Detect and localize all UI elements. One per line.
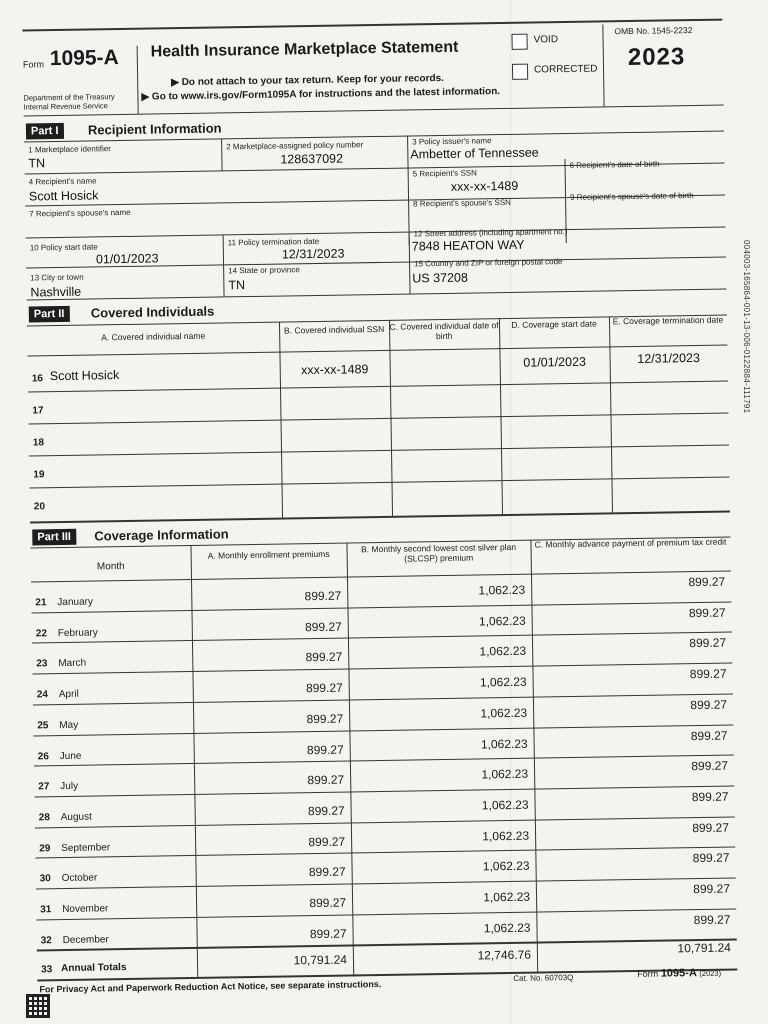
covered-ssn: [280, 394, 390, 396]
coverage-start: [501, 450, 611, 452]
month-name: January: [57, 596, 94, 609]
side-barcode-text: 004003-165864-001-13-006-0122884-111791: [742, 240, 751, 414]
monthly-premium: 899.27: [305, 650, 343, 665]
p2-col-name: A. Covered individual name: [101, 330, 206, 343]
covered-row-number: 18: [32, 437, 45, 449]
dept-line1: Department of the Treasury: [23, 92, 115, 103]
coverage-end: 12/31/2023: [637, 350, 700, 366]
month-name: February: [57, 627, 98, 639]
total-slcsp: 12,746.76: [477, 947, 532, 963]
covered-row-number: 19: [33, 469, 45, 481]
month-name: May: [59, 719, 79, 731]
marketplace-id: TN: [28, 156, 46, 171]
p3-col-month: Month: [96, 561, 125, 573]
catalog-number: Cat. No. 60703Q: [513, 973, 574, 983]
month-name: July: [60, 780, 79, 793]
p1-bottom: [27, 289, 727, 301]
month-name: December: [62, 934, 109, 946]
label-issuer: 3 Policy issuer's name: [412, 136, 492, 147]
month-row-number: 22: [35, 627, 48, 640]
covered-dob: [390, 360, 500, 362]
coverage-start: [502, 482, 612, 484]
total-row-number: 33: [41, 964, 53, 976]
monthly-premium: 899.27: [307, 772, 345, 788]
footer-year: (2023): [699, 968, 722, 979]
privacy-notice: For Privacy Act and Paperwork Reduction Act Notice, see separate instructions.: [39, 979, 382, 995]
footer-form-prefix: Form: [637, 968, 659, 980]
totals-bottom: [37, 968, 737, 981]
policy-end: 12/31/2023: [281, 246, 345, 262]
monthly-premium: 899.27: [308, 864, 346, 880]
label-spouse-name: 7 Recipient's spouse's name: [29, 207, 131, 219]
dept-line2: Internal Revenue Service: [23, 101, 108, 112]
covered-dob: [390, 392, 500, 394]
covered-dob: [391, 424, 501, 426]
month-name: August: [60, 811, 92, 823]
covered-name: Scott Hosick: [49, 368, 120, 384]
footer-form-number: 1095-A: [660, 967, 697, 980]
monthly-aptc: 899.27: [689, 635, 727, 651]
month-name: June: [59, 750, 82, 762]
covered-row-divider: [28, 381, 728, 393]
p2-col-dob: C. Covered individual date of birth: [389, 320, 499, 342]
month-row-number: 21: [35, 597, 47, 609]
covered-ssn: [281, 458, 391, 460]
month-row-number: 27: [38, 781, 50, 793]
total-label: Annual Totals: [61, 962, 127, 975]
monthly-aptc: 899.27: [693, 912, 731, 927]
header-divider: [137, 46, 139, 114]
issuer-name: Ambetter of Tennessee: [410, 145, 539, 162]
monthly-slcsp: 1,062.23: [483, 889, 531, 905]
label-street: 12 Street address (including apartment no.): [413, 227, 568, 239]
p3-col-premium: A. Monthly enrollment premiums: [207, 548, 330, 561]
instruction-line1: ▶ Do not attach to your tax return. Keep for your records.: [171, 72, 444, 89]
part2-title: Covered Individuals: [90, 303, 215, 321]
month-row-number: 30: [39, 873, 51, 885]
corrected-label: CORRECTED: [533, 63, 598, 76]
p1-v1: [221, 138, 223, 170]
corrected-checkbox[interactable]: [512, 64, 528, 80]
covered-row-divider: [29, 413, 729, 425]
monthly-slcsp: 1,062.23: [483, 920, 531, 936]
p2-col-end: E. Coverage termination date: [612, 314, 724, 327]
p2-col-start: D. Coverage start date: [511, 318, 597, 330]
p1-h3: [26, 227, 726, 239]
total-aptc: 10,791.24: [677, 940, 731, 956]
covered-dob: [392, 488, 502, 490]
monthly-aptc: 899.27: [692, 850, 730, 866]
part1-badge: Part I: [26, 123, 64, 140]
form-1095a: [22, 19, 737, 1010]
country-zip: US 37208: [412, 270, 469, 286]
part1-title: Recipient Information: [87, 120, 222, 138]
form-prefix: Form: [22, 59, 44, 70]
month-row-number: 28: [38, 812, 50, 824]
coverage-start: 01/01/2023: [523, 354, 587, 370]
monthly-premium: 899.27: [304, 619, 342, 634]
label-state: 14 State or province: [228, 265, 300, 276]
label-country-zip: 15 Country and ZIP or foreign postal code: [414, 257, 563, 269]
monthly-premium: 899.27: [309, 926, 347, 941]
month-row-number: 29: [39, 842, 51, 854]
header-bottom: [24, 105, 724, 117]
label-recipient-dob: 6 Recipient's date of birth: [569, 159, 660, 170]
label-spouse-ssn: 8 Recipient's spouse's SSN: [413, 197, 511, 209]
monthly-aptc: 899.27: [693, 881, 731, 897]
total-premiums: 10,791.24: [293, 952, 348, 968]
covered-ssn: xxx-xx-1489: [300, 362, 369, 378]
monthly-slcsp: 1,062.23: [479, 674, 527, 690]
monthly-premium: 899.27: [308, 834, 346, 849]
p2-col-ssn: B. Covered individual SSN: [283, 323, 385, 336]
covered-row-number: 17: [32, 405, 44, 417]
covered-dob: [391, 456, 501, 458]
label-policy-start: 10 Policy start date: [29, 242, 98, 253]
coverage-start: [500, 386, 610, 388]
month-row-number: 25: [37, 720, 49, 732]
state: TN: [228, 278, 246, 293]
monthly-premium: 899.27: [309, 895, 347, 911]
monthly-premium: 899.27: [306, 711, 344, 726]
month-row-number: 26: [37, 750, 49, 762]
label-spouse-dob: 9 Recipient's spouse's date of birth: [569, 191, 694, 202]
void-label: VOID: [533, 34, 559, 46]
part2-badge: Part II: [29, 306, 70, 323]
monthly-slcsp: 1,062.23: [480, 736, 528, 751]
monthly-slcsp: 1,062.23: [481, 766, 529, 782]
monthly-premium: 899.27: [304, 588, 342, 604]
month-name: October: [61, 872, 98, 885]
city: Nashville: [30, 284, 82, 300]
monthly-slcsp: 1,062.23: [482, 828, 530, 844]
void-checkbox[interactable]: [511, 34, 527, 50]
recipient-name: Scott Hosick: [28, 188, 99, 204]
covered-row-number: 20: [33, 501, 46, 513]
label-policy-end: 11 Policy termination date: [227, 236, 320, 248]
omb-number: OMB No. 1545-2232: [614, 25, 693, 37]
monthly-aptc: 899.27: [691, 789, 729, 805]
label-marketplace-id: 1 Marketplace identifier: [28, 144, 112, 155]
monthly-premium: 899.27: [306, 742, 344, 757]
part3-badge: Part III: [32, 529, 76, 546]
monthly-aptc: 899.27: [692, 820, 730, 835]
label-city: 13 City or town: [30, 272, 84, 283]
label-recipient-ssn: 5 Recipient's SSN: [412, 168, 477, 179]
p3-col-slcsp: B. Monthly second lowest cost silver plan (SLCSP) premium: [360, 541, 517, 564]
recipient-ssn: xxx-xx-1489: [450, 178, 519, 194]
monthly-aptc: 899.27: [690, 728, 728, 743]
covered-ssn: [281, 426, 391, 428]
month-name: September: [61, 841, 111, 854]
month-row-number: 24: [36, 689, 49, 701]
month-row-number: 31: [40, 904, 52, 916]
monthly-aptc: 899.27: [688, 605, 726, 620]
covered-row-divider: [29, 445, 729, 457]
part3-title: Coverage Information: [94, 526, 229, 544]
monthly-slcsp: 1,062.23: [480, 705, 528, 721]
tax-year: 2023: [627, 43, 686, 72]
monthly-aptc: 899.27: [688, 574, 726, 590]
monthly-premium: 899.27: [307, 803, 345, 819]
policy-number: 128637092: [280, 151, 344, 167]
monthly-premium: 899.27: [305, 680, 343, 696]
footer-form-id: [637, 967, 721, 980]
p2-bottom: [30, 511, 730, 524]
month-name: March: [58, 658, 87, 670]
month-name: November: [62, 903, 109, 916]
label-recipient-name: 4 Recipient's name: [28, 176, 97, 187]
street-address: 7848 HEATON WAY: [411, 237, 525, 254]
label-policy-number: 2 Marketplace-assigned policy number: [226, 140, 364, 152]
month-row-number: 32: [40, 934, 52, 947]
form-title: Health Insurance Marketplace Statement: [150, 38, 459, 61]
monthly-slcsp: 1,062.23: [482, 858, 530, 874]
coverage-start: [501, 418, 611, 420]
monthly-slcsp: 1,062.23: [479, 644, 527, 659]
p3-col-aptc: C. Monthly advance payment of premium tax credit: [534, 536, 727, 550]
qr-code-icon: [26, 994, 50, 1018]
form-number: 1095-A: [49, 46, 119, 71]
covered-ssn: [282, 490, 392, 492]
instruction-line2: ▶ Go to www.irs.gov/Form1095A for instructions and the latest information.: [141, 86, 501, 103]
monthly-slcsp: 1,062.23: [478, 613, 526, 629]
omb-divider: [602, 24, 604, 106]
monthly-slcsp: 1,062.23: [478, 582, 526, 598]
monthly-aptc: 899.27: [689, 666, 727, 682]
covered-row-divider: [30, 477, 730, 489]
policy-start: 01/01/2023: [95, 251, 159, 267]
monthly-aptc: 899.27: [690, 697, 728, 712]
month-row-number: 23: [36, 658, 48, 670]
monthly-slcsp: 1,062.23: [481, 797, 529, 813]
covered-row-number: 16: [31, 373, 44, 385]
monthly-aptc: 899.27: [691, 758, 729, 774]
month-name: April: [58, 688, 79, 701]
